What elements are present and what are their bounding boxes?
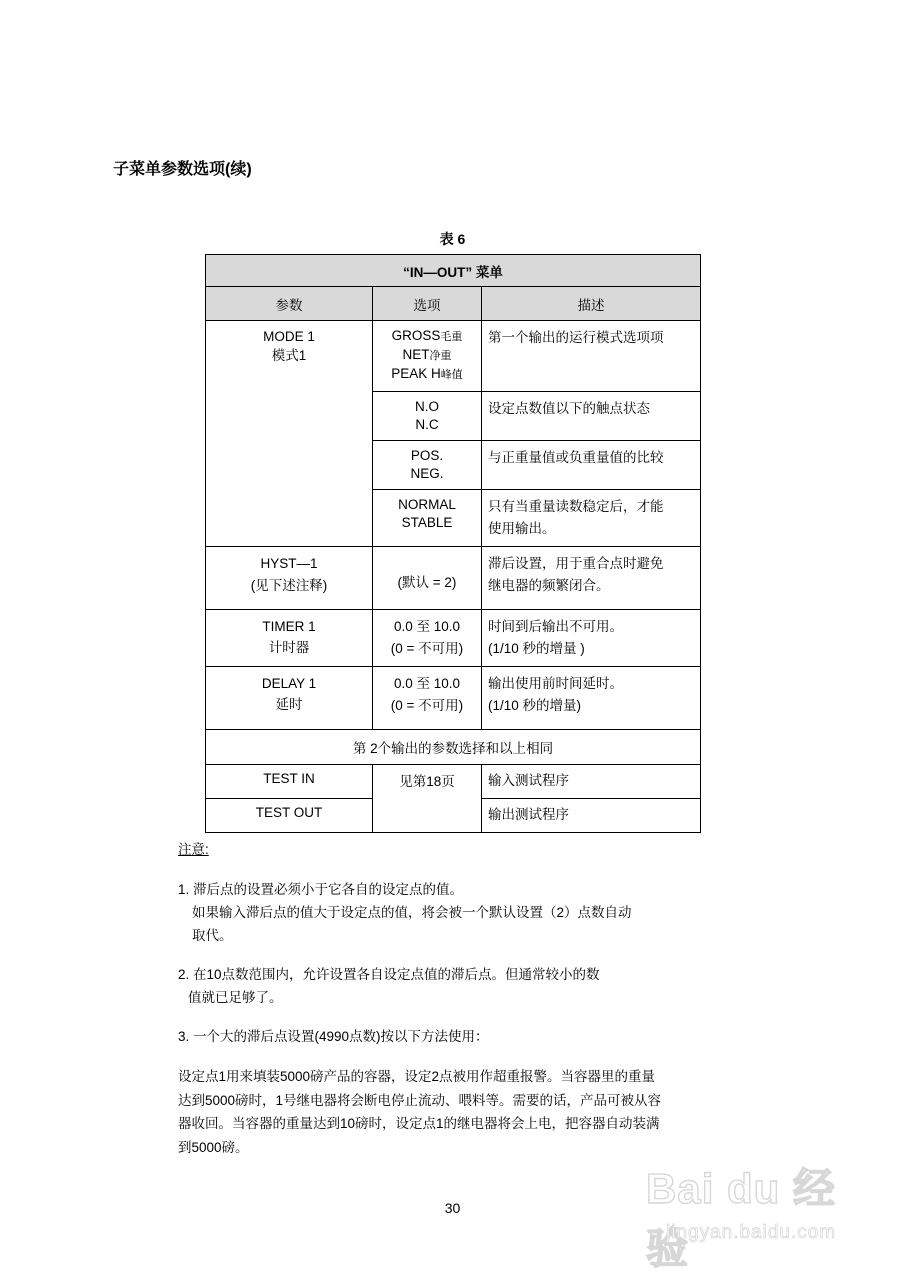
option-mode-type: GROSS毛重 NET净重 PEAK H峰值 (373, 321, 482, 392)
param-hyst: HYST—1 (见下述注释) (206, 547, 373, 610)
header-param: 参数 (206, 287, 373, 321)
watermark-url: jingyan.baidu.com (666, 1222, 837, 1243)
desc-test-in: 输入测试程序 (482, 765, 701, 799)
page-heading: 子菜单参数选项(续) (113, 161, 252, 178)
table-caption: 表 6 (439, 231, 466, 247)
option-stability: NORMAL STABLE (373, 490, 482, 547)
page-number: 30 (444, 1200, 461, 1216)
desc-test-out: 输出测试程序 (482, 799, 701, 833)
option-hyst: (默认 = 2) (373, 547, 482, 610)
desc-delay: 输出使用前时间延时。 (1/10 秒的增量) (482, 667, 701, 730)
option-delay: 0.0 至 10.0 (0 = 不可用) (373, 667, 482, 730)
param-mode: MODE 1 模式1 (206, 321, 373, 547)
option-contact: N.O N.C (373, 392, 482, 441)
desc-timer: 时间到后输出不可用。 (1/10 秒的增量 ) (482, 610, 701, 667)
table-title: “IN—OUT” 菜单 (206, 255, 701, 287)
desc-stability: 只有当重量读数稳定后，才能 使用输出。 (482, 490, 701, 547)
param-test-in: TEST IN (206, 765, 373, 799)
header-description: 描述 (482, 287, 701, 321)
desc-mode-type: 第一个输出的运行模式选项项 (482, 321, 701, 392)
header-option: 选项 (373, 287, 482, 321)
note-3: 3. 一个大的滞后点设置(4990点数)按以下方法使用： (178, 1029, 489, 1044)
param-test-out: TEST OUT (206, 799, 373, 833)
param-delay: DELAY 1 延时 (206, 667, 373, 730)
note-1: 1. 滞后点的设置必须小于它各自的设定点的值。 如果输入滞后点的值大于设定点的值，将会被一个默认设置（2）点数自动 取代。 (178, 882, 632, 943)
note-2: 2. 在10点数范围内，允许设置各自设定点值的滞后点。但通常较小的数 值就已足够了。 (178, 967, 600, 1005)
desc-sign: 与正重量值或负重量值的比较 (482, 441, 701, 490)
baidu-watermark (640, 1150, 870, 1270)
watermark-brand: Bai du 经验 (646, 1165, 837, 1272)
second-output-note: 第 2个输出的参数选择和以上相同 (206, 730, 701, 765)
option-timer: 0.0 至 10.0 (0 = 不可用) (373, 610, 482, 667)
in-out-menu-table (205, 254, 701, 833)
notes-label: 注意: (178, 842, 209, 857)
option-test: 见第18页 (373, 765, 482, 833)
param-timer: TIMER 1 计时器 (206, 610, 373, 667)
example-paragraph: 设定点1用来填装5000磅产品的容器，设定2点被用作超重报警。当容器里的重量 达到5000磅时，1号继电器将会断电停止流动、喂料等。需要的话，产品可被从容 器收回。当容器的重量达到10磅时，设定点1的继电器将会上电，把容器自动装满 到5000磅。 (178, 1069, 662, 1155)
desc-contact: 设定点数值以下的触点状态 (482, 392, 701, 441)
option-sign: POS. NEG. (373, 441, 482, 490)
desc-hyst: 滞后设置，用于重合点时避免 继电器的频繁闭合。 (482, 547, 701, 610)
